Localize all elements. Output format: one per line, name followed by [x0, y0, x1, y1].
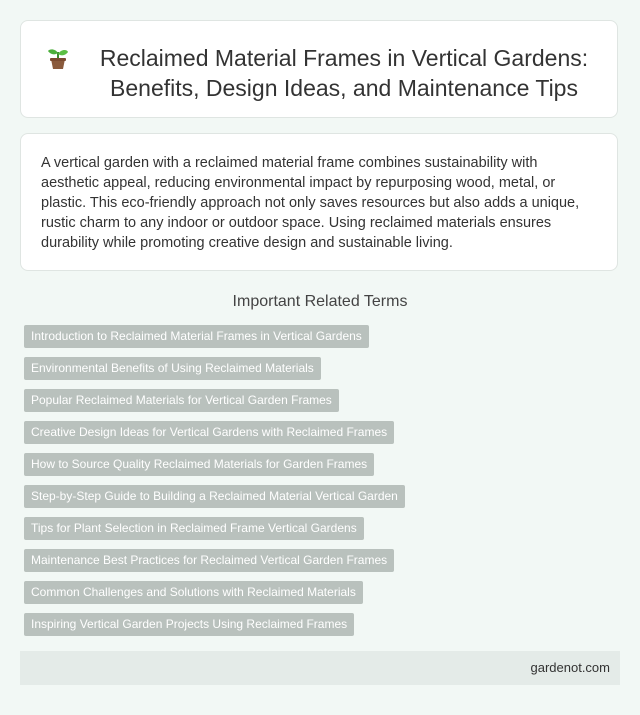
- related-terms-heading: Important Related Terms: [232, 293, 408, 310]
- description-text: A vertical garden with a reclaimed material frame combines sustainability with aesthetic appeal, reducing environmental impact by repurposing wood, metal, or plastic. This eco-friendly approach not only saves resources but also adds a unique, rustic charm to any indoor or outdoor space. Using reclaimed materials ensures durability while promoting creative design and sustainable living.: [41, 155, 580, 251]
- related-term-tag[interactable]: Inspiring Vertical Garden Projects Using Reclaimed Frames: [24, 613, 354, 636]
- related-term-tag[interactable]: How to Source Quality Reclaimed Materials for Garden Frames: [24, 453, 374, 476]
- related-term-tag[interactable]: Common Challenges and Solutions with Reclaimed Materials: [24, 581, 363, 604]
- footer: [20, 651, 620, 685]
- title-card: [20, 20, 618, 118]
- related-term-tag[interactable]: Maintenance Best Practices for Reclaimed Vertical Garden Frames: [24, 549, 394, 572]
- related-term-tag[interactable]: Introduction to Reclaimed Material Frames in Vertical Gardens: [24, 325, 369, 348]
- related-term-tag[interactable]: Creative Design Ideas for Vertical Gardens with Reclaimed Frames: [24, 421, 394, 444]
- related-term-tag[interactable]: Step-by-Step Guide to Building a Reclaimed Material Vertical Garden: [24, 485, 405, 508]
- related-terms-list: [24, 325, 604, 645]
- related-term-tag[interactable]: Environmental Benefits of Using Reclaimed Materials: [24, 357, 321, 380]
- seedling-icon: [45, 45, 71, 71]
- description-card: [20, 133, 618, 271]
- page-title: Reclaimed Material Frames in Vertical Gardens: Benefits, Design Ideas, and Maintenance Tips: [99, 45, 589, 101]
- footer-site-name: gardenot.com: [530, 660, 610, 675]
- related-term-tag[interactable]: Tips for Plant Selection in Reclaimed Frame Vertical Gardens: [24, 517, 364, 540]
- related-term-tag[interactable]: Popular Reclaimed Materials for Vertical Garden Frames: [24, 389, 339, 412]
